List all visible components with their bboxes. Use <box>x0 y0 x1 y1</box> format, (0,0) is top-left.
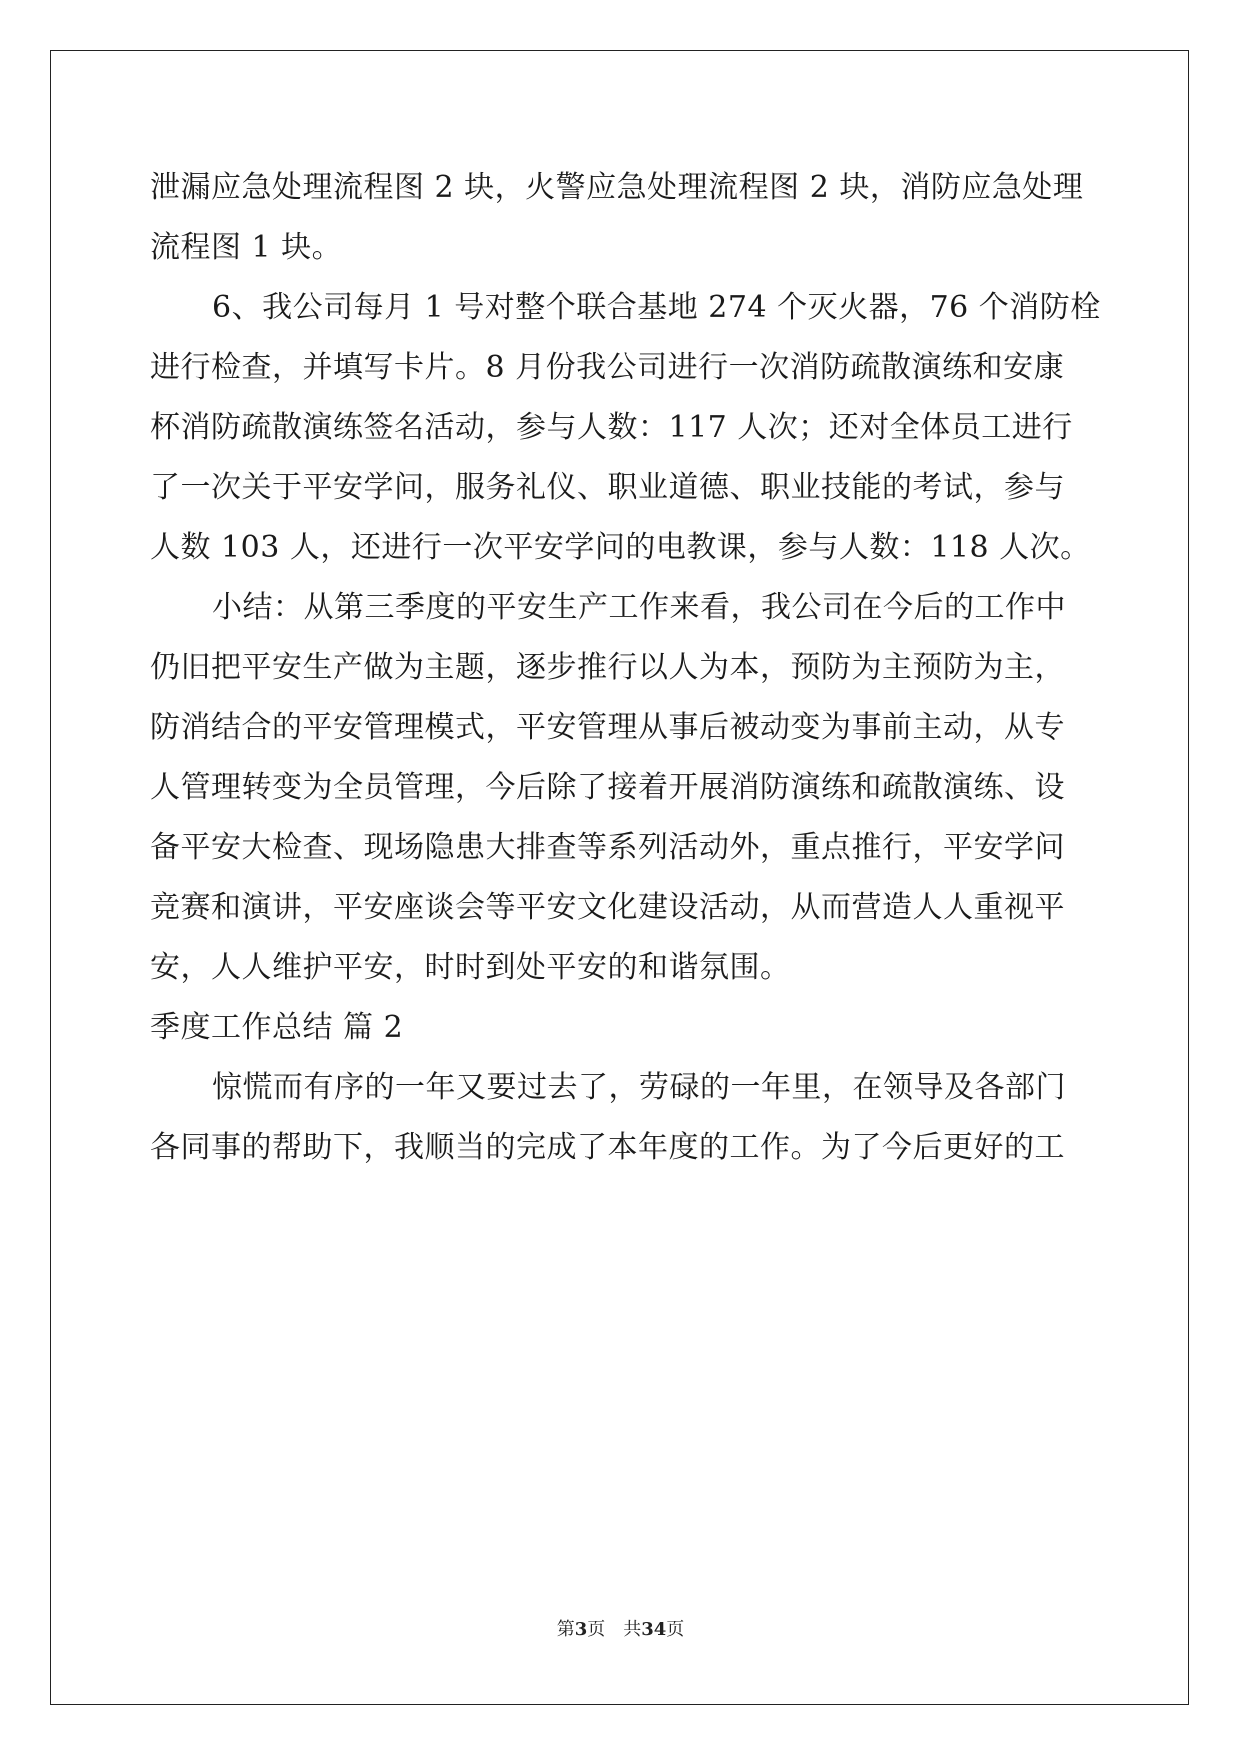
body-line: 仍旧把平安生产做为主题，逐步推行以人为本，预防为主预防为主， <box>150 650 1065 685</box>
paragraph-start-line: 惊慌而有序的一年又要过去了，劳碌的一年里，在领导及各部门 <box>212 1070 1066 1105</box>
body-line: 人数 103 人，还进行一次平安学问的电教课，参与人数：118 人次。 <box>150 530 1091 565</box>
body-line: 安，人人维护平安，时时到处平安的和谐氛围。 <box>150 950 791 985</box>
body-line: 进行检查，并填写卡片。8 月份我公司进行一次消防疏散演练和安康 <box>150 350 1065 385</box>
body-line: 竞赛和演讲，平安座谈会等平安文化建设活动，从而营造人人重视平 <box>150 890 1065 925</box>
page-footer <box>0 1615 1241 1641</box>
document-body <box>150 158 1101 1178</box>
paragraph-start-line: 6、我公司每月 1 号对整个联合基地 274 个灭火器，76 个消防栓 <box>212 290 1101 325</box>
body-line: 防消结合的平安管理模式，平安管理从事后被动变为事前主动，从专 <box>150 710 1065 745</box>
body-line: 人管理转变为全员管理，今后除了接着开展消防演练和疏散演练、设 <box>150 770 1065 805</box>
footer-total-suffix: 页 <box>666 1619 685 1640</box>
body-line: 了一次关于平安学问，服务礼仪、职业道德、职业技能的考试，参与 <box>150 470 1065 505</box>
body-line: 泄漏应急处理流程图 2 块，火警应急处理流程图 2 块，消防应急处理 <box>150 170 1084 205</box>
footer-page-suffix: 页 <box>587 1619 606 1640</box>
section-heading: 季度工作总结 篇 2 <box>150 1010 404 1045</box>
footer-page-prefix: 第 <box>556 1619 575 1640</box>
body-line: 各同事的帮助下，我顺当的完成了本年度的工作。为了今后更好的工 <box>150 1130 1065 1165</box>
body-line: 流程图 1 块。 <box>150 230 343 265</box>
total-pages-number: 34 <box>641 1619 667 1640</box>
body-line: 杯消防疏散演练签名活动，参与人数：117 人次；还对全体员工进行 <box>150 410 1073 445</box>
paragraph-start-line: 小结：从第三季度的平安生产工作来看，我公司在今后的工作中 <box>212 590 1066 625</box>
current-page-number: 3 <box>574 1619 588 1640</box>
footer-total-prefix: 共 <box>623 1619 642 1640</box>
body-line: 备平安大检查、现场隐患大排查等系列活动外，重点推行，平安学问 <box>150 830 1065 865</box>
